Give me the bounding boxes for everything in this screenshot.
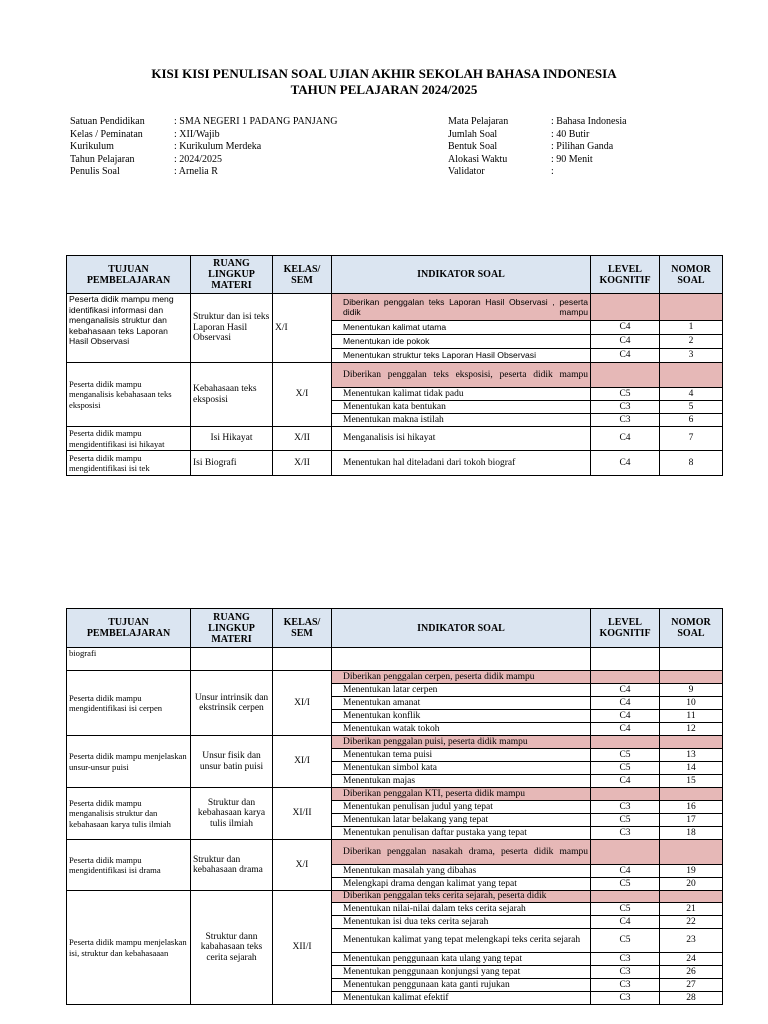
info-row [448,129,627,142]
indikator-cell: Menentukan hal diteladani dari tokoh biograf [332,451,591,476]
table-row [67,648,723,671]
level-cell [591,294,660,321]
level-cell: C4 [591,775,660,788]
info-value: : 40 Butir [551,128,590,140]
nomor-cell: 16 [660,801,723,814]
nomor-cell: 9 [660,684,723,697]
info-row [70,116,337,129]
tujuan-cell: Peserta didik mampu mengidentifikasi isi cerpen [67,671,191,736]
info-row [448,141,627,154]
nomor-cell: 17 [660,814,723,827]
info-label: Alokasi Waktu [448,153,508,165]
level-cell: C3 [591,801,660,814]
ruang-cell: Struktur dan kebahasaan drama [191,840,273,891]
nomor-cell: 23 [660,929,723,953]
level-cell: C4 [591,349,660,363]
level-cell: C5 [591,814,660,827]
kisi-table-2 [66,608,723,1005]
header-tujuan: TUJUAN PEMBELAJARAN [67,609,191,648]
level-cell: C5 [591,762,660,775]
indikator-cell: Menentukan penggunaan konjungsi yang tepat [332,966,591,979]
level-cell: C5 [591,749,660,762]
nomor-cell: 15 [660,775,723,788]
nomor-cell: 28 [660,992,723,1005]
nomor-cell [660,294,723,321]
indikator-cell: Menentukan kata bentukan [332,401,591,414]
level-cell [591,363,660,388]
table-row [67,451,723,476]
info-label: Penulis Soal [70,166,120,178]
level-cell: C3 [591,401,660,414]
indikator-cell: Menentukan penulisan judul yang tepat [332,801,591,814]
table-row [67,891,723,903]
title-line-1: KISI KISI PENULISAN SOAL UJIAN AKHIR SEKOLAH BAHASA INDONESIA [151,66,617,81]
stimulus-cell: Diberikan penggalan cerpen, peserta didik mampu [332,671,591,684]
level-cell [591,671,660,684]
indikator-cell [332,648,591,671]
nomor-cell [660,736,723,749]
nomor-cell: 18 [660,827,723,840]
nomor-cell: 5 [660,401,723,414]
indikator-cell: Menentukan struktur teks Laporan Hasil Observasi [332,349,591,363]
stimulus-cell: Diberikan penggalan nasakah drama, peserta didik mampu [332,840,591,865]
indikator-cell: Menentukan ide pokok [332,335,591,349]
info-value: : Bahasa Indonesia [551,116,627,127]
level-cell [591,891,660,903]
nomor-cell: 20 [660,878,723,891]
info-row [448,154,627,167]
info-value: : Pilihan Ganda [551,141,614,153]
info-label: Bentuk Soal [448,141,498,153]
table-row [67,427,723,451]
info-right [448,116,627,179]
kelas-cell: XII/I [273,891,332,1005]
info-value: : SMA NEGERI 1 PADANG PANJANG [174,116,338,127]
table-header [67,256,723,294]
tujuan-cell: Peserta didik mampu meng identifikasi informasi dan menganalisis struktur dan kebahasaan teks Laporan Hasil Observasi [67,294,191,363]
level-cell: C4 [591,916,660,929]
nomor-cell: 13 [660,749,723,762]
info-label: Tahun Pelajaran [70,153,135,165]
info-row [70,129,337,142]
kelas-cell: X/I [273,840,332,891]
nomor-cell: 4 [660,388,723,401]
indikator-cell: Menentukan nilai-nilai dalam teks cerita sejarah [332,903,591,916]
info-row [448,166,627,179]
info-label: Satuan Pendidikan [70,116,145,127]
level-cell: C4 [591,865,660,878]
ruang-cell: Struktur dann kabahasaan teks cerita sejarah [191,891,273,1005]
info-value: : Kurikulum Merdeka [174,141,262,153]
table-row [67,788,723,801]
header-level: LEVEL KOGNITIF [591,609,660,648]
nomor-cell: 14 [660,762,723,775]
table-row [67,294,723,321]
info-value: : [551,166,554,178]
table-header [67,609,723,648]
header-nomor: NOMOR SOAL [660,256,723,294]
stimulus-cell: Diberikan penggalan puisi, peserta didik mampu [332,736,591,749]
indikator-cell: Menentukan latar cerpen [332,684,591,697]
kisi-table-1 [66,255,723,476]
level-cell: C4 [591,684,660,697]
indikator-cell: Menentukan simbol kata [332,762,591,775]
stimulus-cell: Diberikan penggalan KTI, peserta didik mampu [332,788,591,801]
kelas-cell: X/II [273,451,332,476]
ruang-cell [191,648,273,671]
level-cell [591,788,660,801]
nomor-cell [660,648,723,671]
info-left [70,116,337,179]
level-cell: C5 [591,388,660,401]
table-row [67,671,723,684]
nomor-cell: 6 [660,414,723,427]
kelas-cell [273,648,332,671]
table-row [67,363,723,388]
ruang-cell: Isi Biografi [191,451,273,476]
level-cell: C3 [591,827,660,840]
level-cell: C4 [591,427,660,451]
title-line-2: TAHUN PELAJARAN 2024/2025 [290,82,478,97]
level-cell [591,840,660,865]
nomor-cell: 26 [660,966,723,979]
nomor-cell [660,671,723,684]
level-cell: C3 [591,953,660,966]
info-row [448,116,627,129]
ruang-cell: Isi Hikayat [191,427,273,451]
kelas-cell: XI/II [273,788,332,840]
info-row [70,166,337,179]
stimulus-cell: Diberikan penggalan teks Laporan Hasil Observasi , peserta didik mampu [332,294,591,321]
tujuan-cell: Peserta didik mampu menjelaskan isi, struktur dan kebahasaaan [67,891,191,1005]
level-cell: C3 [591,966,660,979]
kelas-cell: X/I [273,363,332,427]
level-cell: C5 [591,929,660,953]
nomor-cell [660,891,723,903]
indikator-cell: Menentukan kalimat utama [332,321,591,335]
nomor-cell [660,788,723,801]
level-cell: C3 [591,414,660,427]
document-title [0,66,768,98]
level-cell: C5 [591,903,660,916]
level-cell: C4 [591,697,660,710]
stimulus-cell: Diberikan penggalan teks eksposisi, peserta didik mampu [332,363,591,388]
info-label: Mata Pelajaran [448,116,509,127]
table-row [67,736,723,749]
level-cell: C3 [591,992,660,1005]
nomor-cell: 24 [660,953,723,966]
header-tujuan: TUJUAN PEMBELAJARAN [67,256,191,294]
info-value: : 2024/2025 [174,153,223,165]
indikator-cell: Menentukan makna istilah [332,414,591,427]
indikator-cell: Menentukan penggunaan kata ganti rujukan [332,979,591,992]
level-cell: C4 [591,451,660,476]
tujuan-cell: biografi [67,648,191,671]
table-row [67,840,723,865]
nomor-cell: 22 [660,916,723,929]
info-label: Kurikulum [70,141,114,153]
ruang-cell: Unsur intrinsik dan ekstrinsik cerpen [191,671,273,736]
indikator-cell: Menentukan kalimat efektif [332,992,591,1005]
header-indikator: INDIKATOR SOAL [332,609,591,648]
indikator-cell: Menganalisis isi hikayat [332,427,591,451]
info-value: : 90 Menit [551,153,593,165]
nomor-cell: 10 [660,697,723,710]
header-ruang: RUANG LINGKUP MATERI [191,256,273,294]
nomor-cell: 3 [660,349,723,363]
indikator-cell: Menentukan kalimat yang tepat melengkapi teks cerita sejarah [332,929,591,953]
kelas-cell: XI/I [273,671,332,736]
nomor-cell: 1 [660,321,723,335]
tujuan-cell: Peserta didik mampu mengidentifikasi isi hikayat [67,427,191,451]
indikator-cell: Menentukan penggunaan kata ulang yang tepat [332,953,591,966]
level-cell [591,648,660,671]
header-kelas: KELAS/ SEM [273,609,332,648]
nomor-cell: 8 [660,451,723,476]
kelas-cell: X/II [273,427,332,451]
tujuan-cell: Peserta didik mampu mengidentifikasi isi drama [67,840,191,891]
level-cell: C4 [591,710,660,723]
level-cell: C4 [591,723,660,736]
indikator-cell: Menentukan amanat [332,697,591,710]
header-kelas: KELAS/ SEM [273,256,332,294]
nomor-cell: 27 [660,979,723,992]
info-label: Validator [448,166,485,178]
nomor-cell [660,840,723,865]
ruang-cell: Struktur dan isi teks Laporan Hasil Observasi [191,294,273,363]
indikator-cell: Menentukan konflik [332,710,591,723]
level-cell [591,736,660,749]
indikator-cell: Menentukan latar belakang yang tepat [332,814,591,827]
indikator-cell: Menentukan masalah yang dibahas [332,865,591,878]
stimulus-cell: Diberikan penggalan teks cerita sejarah, peserta didik [332,891,591,903]
tujuan-cell: Peserta didik mampu mengidentifikasi isi tek [67,451,191,476]
nomor-cell: 21 [660,903,723,916]
tujuan-cell: Peserta didik mampu menganalisis struktur dan kebahasaan karya tulis ilmiah [67,788,191,840]
ruang-cell: Kebahasaan teks eksposisi [191,363,273,427]
level-cell: C4 [591,321,660,335]
nomor-cell: 2 [660,335,723,349]
nomor-cell: 11 [660,710,723,723]
header-level: LEVEL KOGNITIF [591,256,660,294]
header-ruang: RUANG LINGKUP MATERI [191,609,273,648]
nomor-cell [660,363,723,388]
indikator-cell: Menentukan penulisan daftar pustaka yang tepat [332,827,591,840]
info-row [70,154,337,167]
info-value: : XII/Wajib [174,128,220,140]
header-nomor: NOMOR SOAL [660,609,723,648]
indikator-cell: Menentukan majas [332,775,591,788]
tujuan-cell: Peserta didik mampu menganalisis kebahasaan teks eksposisi [67,363,191,427]
nomor-cell: 19 [660,865,723,878]
indikator-cell: Menentukan isi dua teks cerita sejarah [332,916,591,929]
info-value: : Arnelia R [174,166,218,178]
level-cell: C4 [591,335,660,349]
ruang-cell: Struktur dan kebahasaan karya tulis ilmiah [191,788,273,840]
indikator-cell: Menentukan tema puisi [332,749,591,762]
info-label: Kelas / Peminatan [70,128,143,140]
indikator-cell: Menentukan watak tokoh [332,723,591,736]
indikator-cell: Melengkapi drama dengan kalimat yang tepat [332,878,591,891]
ruang-cell: Unsur fisik dan unsur batin puisi [191,736,273,788]
nomor-cell: 7 [660,427,723,451]
indikator-cell: Menentukan kalimat tidak padu [332,388,591,401]
nomor-cell: 12 [660,723,723,736]
level-cell: C5 [591,878,660,891]
header-indikator: INDIKATOR SOAL [332,256,591,294]
tujuan-cell: Peserta didik mampu menjelaskan unsur-unsur puisi [67,736,191,788]
level-cell: C3 [591,979,660,992]
kelas-cell: XI/I [273,736,332,788]
info-row [70,141,337,154]
info-label: Jumlah Soal [448,128,498,140]
kelas-cell: X/I [273,294,332,363]
